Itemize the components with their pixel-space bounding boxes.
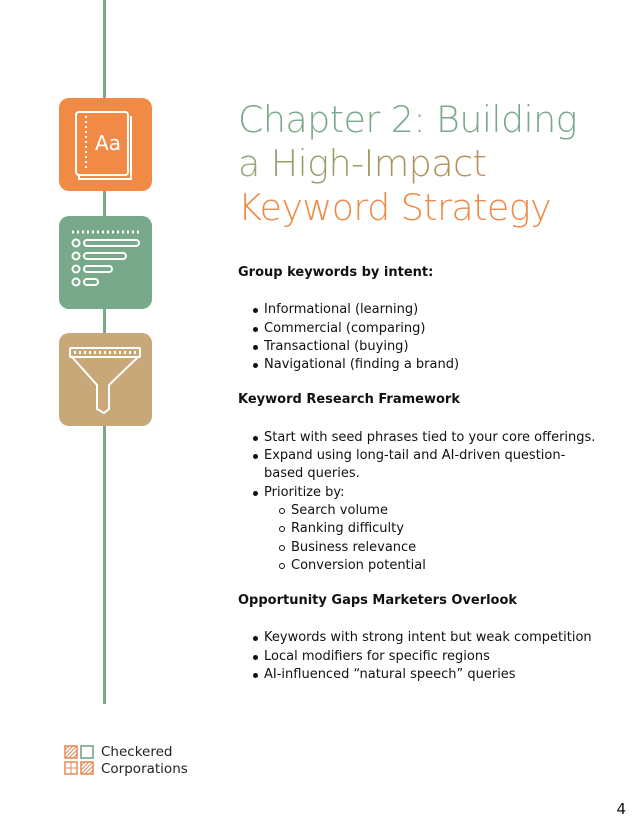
dictionary-tile	[59, 98, 152, 191]
list-item: Start with seed phrases tied to your core offerings.	[264, 429, 598, 447]
chapter-title	[238, 98, 618, 230]
title-line-2: a High-Impact	[238, 142, 618, 186]
title-line-3: Keyword Strategy	[238, 186, 552, 229]
list-item: Informational (learning)	[264, 301, 598, 319]
company-logo	[64, 744, 188, 777]
list-tile	[59, 216, 152, 309]
funnel-icon	[59, 333, 152, 426]
section-heading-framework: Keyword Research Framework	[238, 392, 460, 408]
list-item: Commercial (comparing)	[264, 320, 598, 338]
aa-glyph: Aa	[95, 131, 121, 155]
framework-list	[238, 429, 598, 575]
list-item: Transactional (buying)	[264, 338, 598, 356]
intent-list	[238, 301, 598, 374]
sub-list-item: Search volume	[291, 502, 598, 520]
title-line-1: Chapter 2: Building	[238, 98, 577, 141]
page-number: 4	[616, 800, 626, 818]
section-heading-intent: Group keywords by intent:	[238, 265, 434, 280]
section-heading-gaps: Opportunity Gaps Marketers Overlook	[238, 593, 518, 609]
list-item: Local modifiers for specific regions	[264, 648, 598, 666]
sub-list-item: Ranking difficulty	[291, 520, 598, 538]
list-item: Keywords with strong intent but weak competition	[264, 629, 598, 647]
priority-sublist	[264, 502, 598, 575]
list-item-label: Prioritize by:	[264, 484, 345, 500]
gaps-list	[238, 629, 598, 684]
list-item: Navigational (finding a brand)	[264, 356, 598, 374]
sub-list-item: Business relevance	[291, 539, 598, 557]
funnel-tile	[59, 333, 152, 426]
list-item-prioritize	[264, 484, 598, 575]
list-icon	[59, 216, 152, 309]
checkered-logo-icon	[64, 745, 94, 776]
list-item: Expand using long-tail and AI-driven question-based queries.	[264, 447, 598, 484]
sub-list-item: Conversion potential	[291, 557, 598, 575]
company-name-line-1: Checkered	[101, 744, 173, 760]
list-item: AI-influenced “natural speech” queries	[264, 666, 598, 684]
company-name-line-2: Corporations	[101, 760, 188, 777]
company-name	[101, 744, 188, 777]
book-icon	[59, 98, 152, 191]
body-content	[238, 264, 598, 684]
